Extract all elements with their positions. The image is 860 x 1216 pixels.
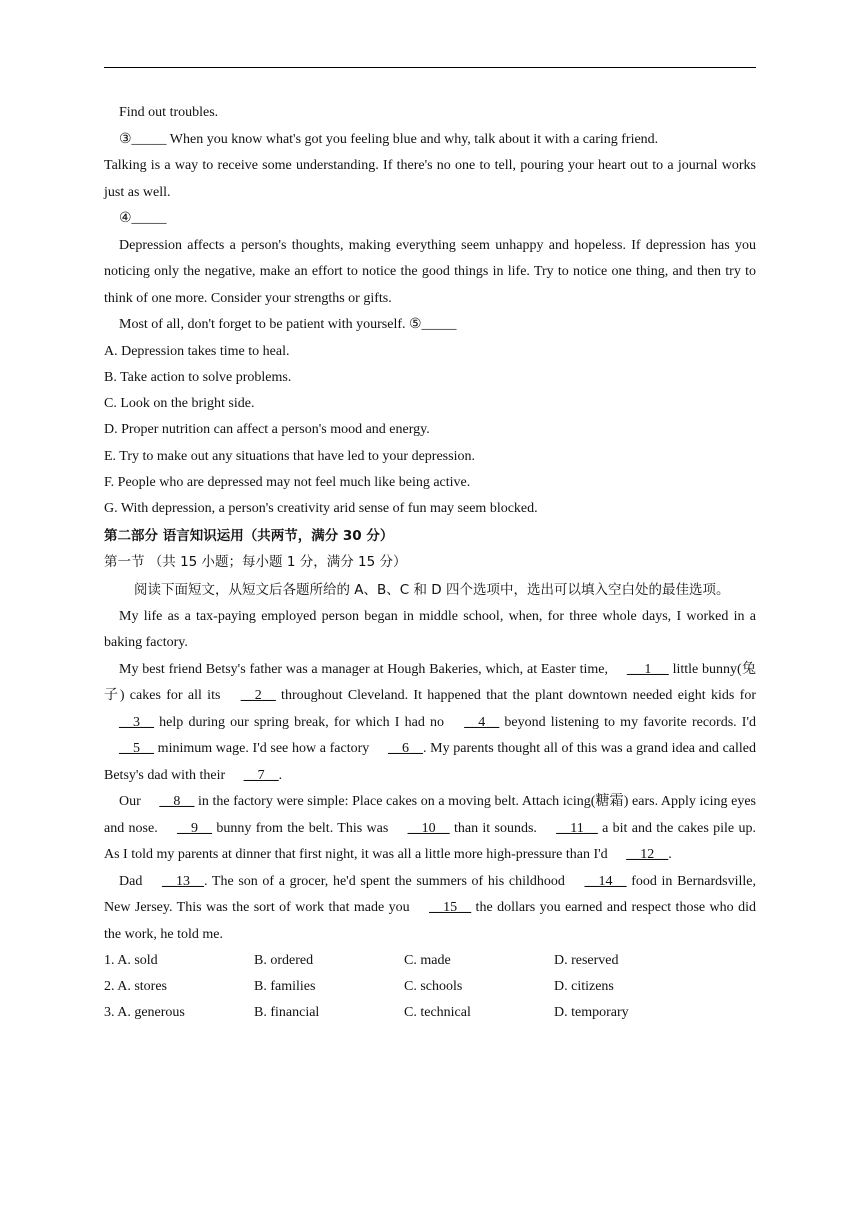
blank-4: __4__ [464, 714, 500, 730]
text-segment: . The son of a grocer, he'd spent the summers of his childhood [203, 873, 570, 889]
question-3-option-a: 3. A. generous [104, 1005, 185, 1021]
cloze-paragraph-4 [104, 869, 756, 949]
question-3-option-c: C. technical [404, 1005, 471, 1021]
cloze-paragraph-1: My life as a tax-paying employed person began in middle school, when, for three whole days, I worked in a baking factory. [104, 608, 756, 651]
text-segment: bunny from the belt. This was [212, 820, 393, 836]
section-one-heading: 第一节 （共 15 小题；每小题 1 分，满分 15 分） [104, 554, 407, 571]
question-1-option-c: C. made [404, 953, 451, 969]
text-segment: minimum wage. I'd see how a factory [154, 741, 373, 757]
blank-3: __3__ [119, 714, 154, 730]
text-segment: in the factory were simple: Place cakes on a moving belt. Attach icing(糖霜) ears. Apply icing eyes and nose. [104, 794, 756, 836]
question-1-option-d: D. reserved [554, 953, 619, 969]
text-segment: . My parents thought all of this was a grand idea and called Betsy's dad with their [104, 741, 756, 783]
blank-5: __5__ [119, 741, 154, 757]
blank-2: __2__ [240, 688, 276, 704]
question-1-row [104, 948, 756, 974]
paragraph-3-continued: Talking is a way to receive some understanding. If there's no one to tell, pouring your heart out to a journal works just as well. [104, 158, 756, 200]
text-segment: a bit and the cakes pile up. As I told my parents at dinner that first night, it was all a little more high-pressure than I'd [104, 820, 756, 863]
text-segment: My best friend Betsy's father was a manager at Hough Bakeries, which, at Easter time, [119, 661, 612, 677]
text-segment: than it sounds. [449, 820, 542, 836]
text-segment: Our [119, 794, 145, 810]
blank-1: __1__ [626, 661, 669, 677]
blank-14: __14__ [584, 873, 627, 889]
question-1-option-b: B. ordered [254, 953, 314, 969]
option-d: D. Proper nutrition can affect a person's mood and energy. [104, 422, 430, 438]
question-2-option-b: B. families [254, 979, 316, 995]
paragraph-patient: Most of all, don't forget to be patient with yourself. ⑤_____ [119, 317, 457, 332]
blank-7: __7__ [243, 767, 279, 783]
question-2-option-c: C. schools [404, 979, 463, 995]
question-3-option-d: D. temporary [554, 1005, 629, 1021]
option-g: G. With depression, a person's creativity arid sense of fun may seem blocked. [104, 501, 538, 517]
option-b: B. Take action to solve problems. [104, 369, 292, 385]
option-e: E. Try to make out any situations that have led to your depression. [104, 448, 475, 464]
text-segment: help during our spring break, for which I had no [154, 714, 450, 730]
question-2-option-a: 2. A. stores [104, 979, 167, 995]
text-segment: . [668, 847, 672, 863]
blank-10: __10__ [407, 820, 450, 836]
text-segment: . [278, 767, 283, 783]
part-two-heading: 第二部分 语言知识运用（共两节，满分 30 分） [104, 527, 394, 544]
blank-4-line: ④_____ [119, 211, 167, 226]
question-2-row [104, 974, 756, 1000]
question-3-row [104, 1000, 756, 1026]
text-segment: the dollars you earned and respect those who did the work, he told me. [104, 900, 756, 942]
blank-12: __12__ [626, 847, 669, 863]
header-rule [104, 67, 756, 68]
blank-6: __6__ [387, 741, 423, 757]
option-a: A. Depression takes time to heal. [104, 343, 290, 359]
question-3-option-b: B. financial [254, 1005, 320, 1021]
text-segment: little bunny(兔子) cakes for all its [104, 661, 757, 704]
cloze-instruction: 阅读下面短文，从短文后各题所给的 A、B、C 和 D 四个选项中，选出可以填入空白处的最佳选项。 [134, 581, 730, 598]
cloze-paragraph-3 [104, 789, 756, 869]
option-f: F. People who are depressed may not feel much like being active. [104, 474, 471, 490]
blank-8: __8__ [159, 794, 195, 810]
blank-13: __13__ [161, 873, 204, 889]
text-segment: throughout Cleveland. It happened that the plant downtown needed eight kids for [275, 688, 757, 704]
blank-9: __9__ [177, 820, 213, 836]
text-segment: food in Bernardsville, New Jersey. This was the sort of work that made you [104, 873, 756, 916]
paragraph-depression: Depression affects a person's thoughts, making everything seem unhappy and hopeless. If depression has you noticing only the negative, make an effort to notice the good things in life. Try to notice one thing, and then try to think of one more. Consider your strengths or gifts. [104, 237, 756, 306]
blank-15: __15__ [429, 900, 472, 916]
text-segment: Dad [119, 873, 147, 889]
question-1-option-a: 1. A. sold [104, 953, 158, 969]
paragraph-3-first-line: ③_____ When you know what's got you feeling blue and why, talk about it with a caring friend. [119, 131, 659, 147]
cloze-paragraph-2 [104, 657, 756, 790]
paragraph-find-out-troubles: Find out troubles. [119, 105, 219, 120]
option-c: C. Look on the bright side. [104, 396, 255, 412]
question-2-option-d: D. citizens [554, 979, 614, 995]
blank-11: __11__ [556, 820, 598, 836]
text-segment: beyond listening to my favorite records. I'd [499, 714, 756, 730]
document-body [104, 100, 756, 1026]
